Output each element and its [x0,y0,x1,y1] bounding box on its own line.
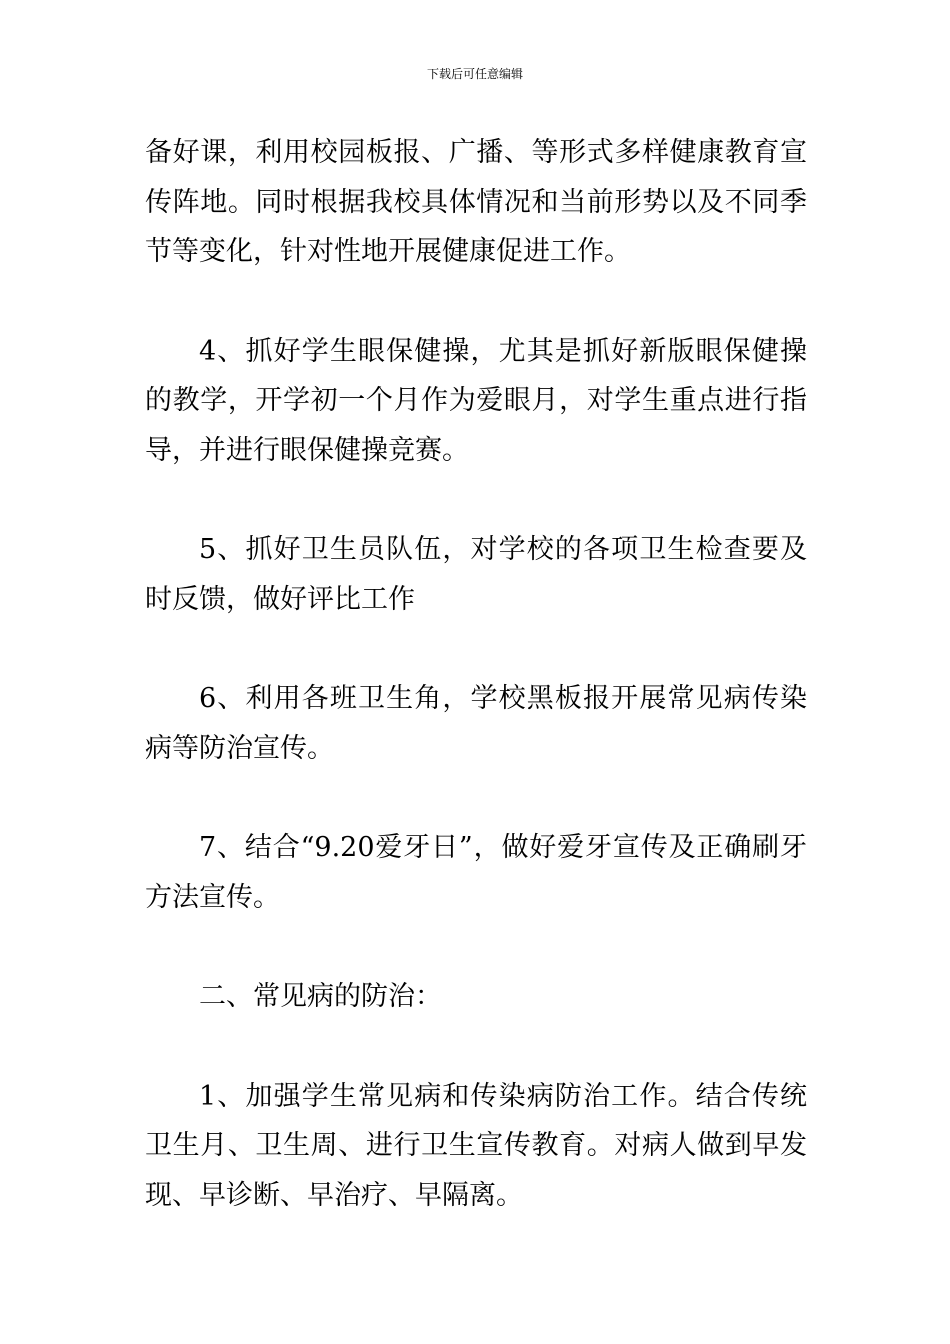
paragraph-continuation: 备好课，利用校园板报、广播、等形式多样健康教育宣传阵地。同时根据我校具体情况和当前形势以及不同季节等变化，针对性地开展健康促进工作。 [145,137,807,267]
paragraph-item-6: 6、利用各班卫生角，学校黑板报开展常见病传染病等防治宣传。 [145,683,807,764]
document-body [145,128,807,1270]
paragraph-item-7: 7、结合“9.20爱牙日”，做好爱牙宣传及正确刷牙方法宣传。 [145,832,807,913]
section-heading-2: 二、常见病的防治： [199,981,442,1012]
paragraph-section2-item-1: 1、加强学生常见病和传染病防治工作。结合传统卫生月、卫生周、进行卫生宣传教育。对病人做到早发现、早诊断、早治疗、早隔离。 [145,1080,807,1211]
paragraph-item-5: 5、抓好卫生员队伍，对学校的各项卫生检查要及时反馈，做好评比工作 [145,534,807,615]
paragraph-item-4: 4、抓好学生眼保健操，尤其是抓好新版眼保健操的教学，开学初一个月作为爱眼月，对学生重点进行指导，并进行眼保健操竞赛。 [145,335,807,466]
page-header: 下载后可任意编辑 [426,67,523,81]
